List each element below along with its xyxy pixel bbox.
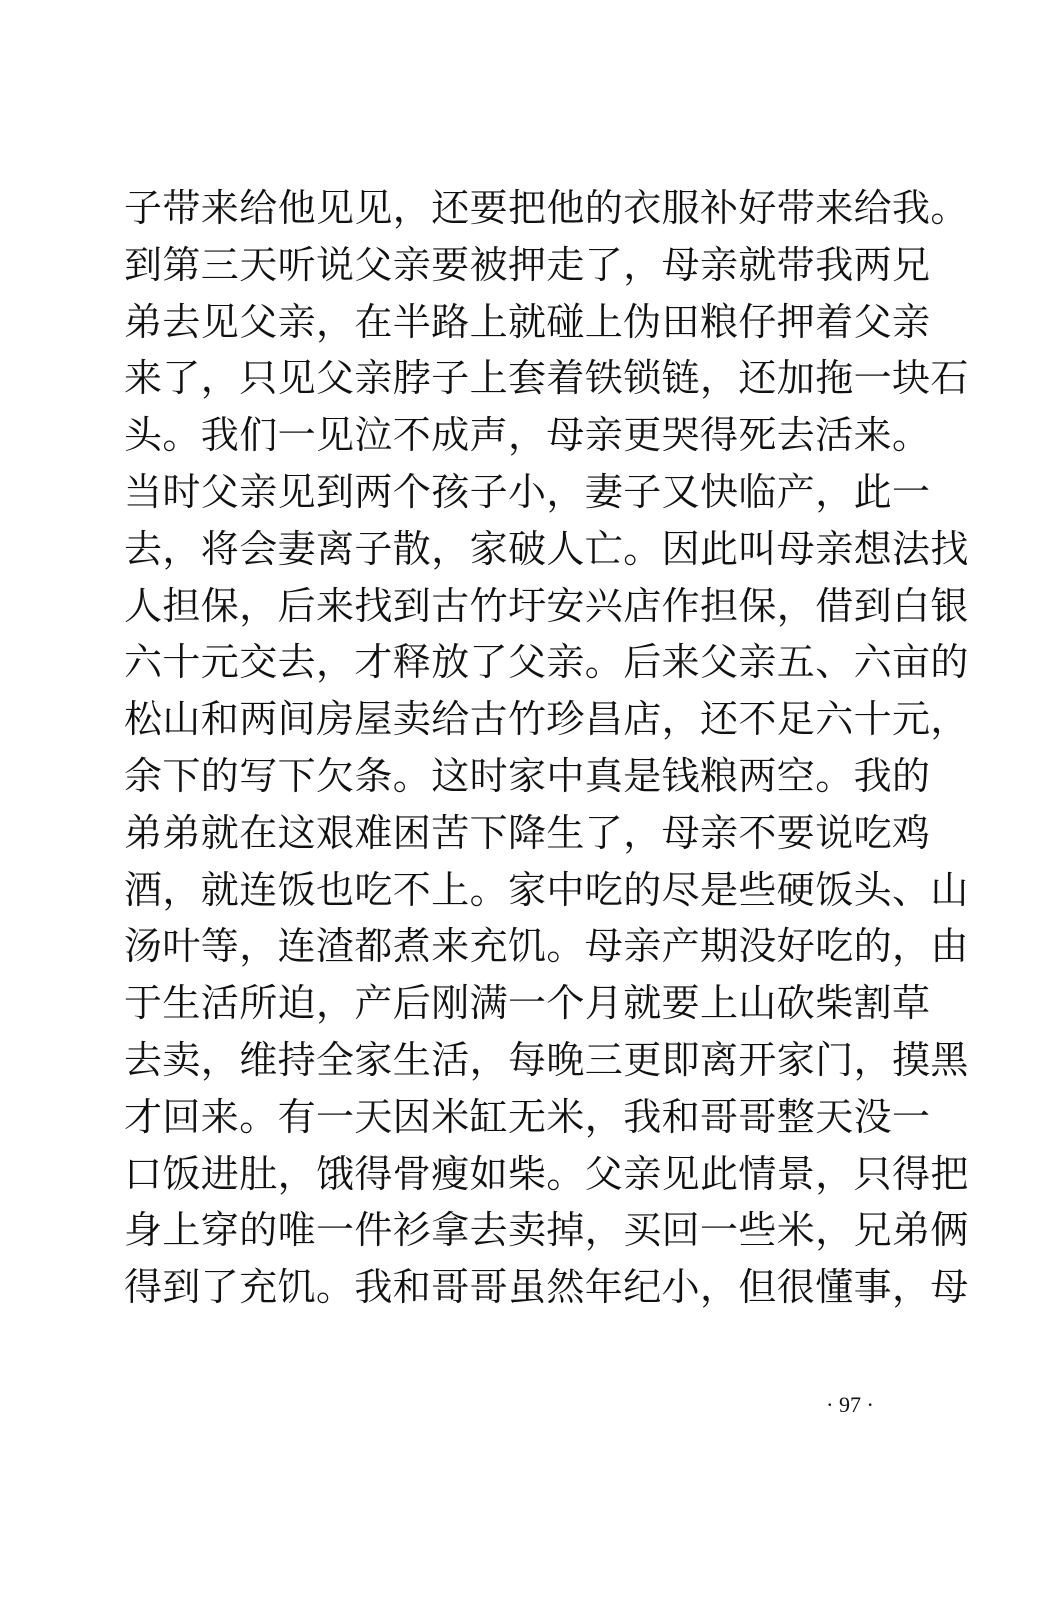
text-line: 弟弟就在这艰难困苦下降生了，母亲不要说吃鸡 [124, 810, 931, 855]
text-line: 于生活所迫，产后刚满一个月就要上山砍柴割草 [124, 981, 931, 1026]
text-line: 口饭进肚，饿得骨瘦如柴。父亲见此情景，只得把 [124, 1151, 969, 1196]
text-line: 才回来。有一天因米缸无米，我和哥哥整天没一 [124, 1094, 931, 1139]
text-line: 六十元交去，才释放了父亲。后来父亲五、六亩的 [124, 640, 969, 685]
text-line: 汤叶等，连渣都煮来充饥。母亲产期没好吃的，由 [124, 924, 969, 969]
text-line: 身上穿的唯一件衫拿去卖掉，买回一些米，兄弟俩 [124, 1208, 969, 1253]
text-line: 得到了充饥。我和哥哥虽然年纪小，但很懂事，母 [124, 1265, 969, 1310]
text-line: 人担保，后来找到古竹圩安兴店作担保，借到白银 [124, 583, 969, 628]
text-line: 当时父亲见到两个孩子小，妻子又快临产，此一 [124, 469, 931, 514]
text-line: 头。我们一见泣不成声，母亲更哭得死去活来。 [124, 413, 931, 458]
text-line: 弟去见父亲，在半路上就碰上伪田粮仔押着父亲 [124, 299, 931, 344]
page-number: · 97 · [826, 1392, 874, 1417]
text-line: 到第三天听说父亲要被押走了，母亲就带我两兄 [124, 242, 931, 287]
text-line: 酒，就连饭也吃不上。家中吃的尽是些硬饭头、山 [124, 867, 969, 912]
text-line: 余下的写下欠条。这时家中真是钱粮两空。我的 [124, 753, 931, 798]
text-line: 去卖，维持全家生活，每晚三更即离开家门，摸黑 [124, 1037, 969, 1082]
text-line: 松山和两间房屋卖给古竹珍昌店，还不足六十元， [124, 697, 969, 742]
text-line: 子带来给他见见，还要把他的衣服补好带来给我。 [124, 186, 969, 230]
body-text [124, 180, 969, 1316]
text-line: 来了，只见父亲脖子上套着铁锁链，还加拖一块石 [124, 356, 969, 401]
text-line: 去，将会妻离子散，家破人亡。因此叫母亲想法找 [124, 526, 969, 571]
